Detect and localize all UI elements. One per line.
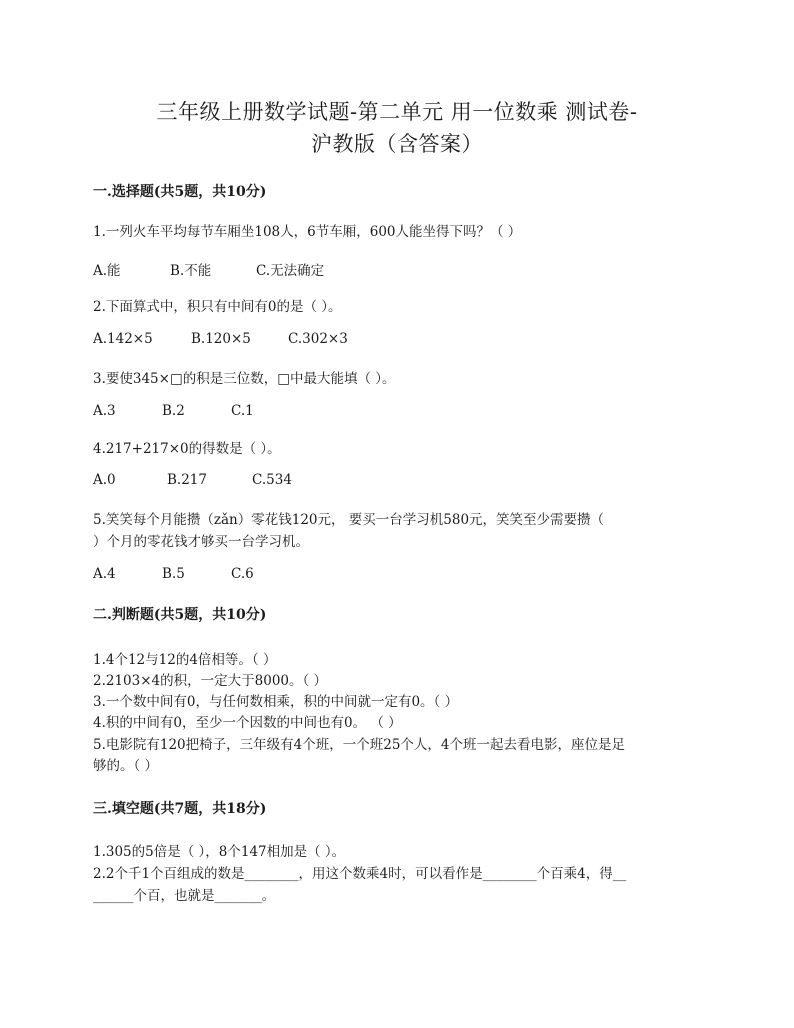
fill-q2-line2: ______个百，也就是_______。 xyxy=(93,888,276,904)
choice-q5-text-line2: ）个月的零花钱才够买一台学习机。 xyxy=(93,534,309,550)
choice-q3-option-c: C.1 xyxy=(231,403,254,419)
judge-q2: 2.2103×4的积，一定大于8000。（ ） xyxy=(93,673,328,689)
choice-q5-options xyxy=(93,566,254,582)
choice-q1-option-a: A.能 xyxy=(93,263,121,279)
choice-q3-option-a: A.3 xyxy=(93,403,116,419)
choice-q4-option-c: C.534 xyxy=(252,472,292,488)
section-choice-heading: 一.选择题(共5题，共10分) xyxy=(93,184,267,200)
judge-q3: 3.一个数中间有0，与任何数相乘，积的中间就一定有0。（ ） xyxy=(93,694,459,710)
choice-q2-option-c: C.302×3 xyxy=(288,331,348,347)
choice-q4-text: 4.217+217×0的得数是（ ）。 xyxy=(93,441,281,457)
choice-q5-option-b: B.5 xyxy=(162,566,185,582)
choice-q2-option-b: B.120×5 xyxy=(191,331,251,347)
section-judge-heading: 二.判断题(共5题，共10分) xyxy=(93,607,267,623)
choice-q1-text: 1.一列火车平均每节车厢坐108人，6节车厢，600人能坐得下吗？（ ） xyxy=(93,224,522,240)
fill-q1: 1.305的5倍是（ ），8个147相加是（ ）。 xyxy=(93,844,346,860)
choice-q3-option-b: B.2 xyxy=(162,403,185,419)
page-title-line2: 沪教版（含答案） xyxy=(311,132,483,156)
choice-q3-options xyxy=(93,403,254,419)
fill-q2-line1: 2.2个千1个百组成的数是________，用这个数乘4时，可以看作是________个百乘4，得__ xyxy=(93,866,627,882)
choice-q4-option-a: A.0 xyxy=(93,472,116,488)
choice-q4-option-b: B.217 xyxy=(167,472,207,488)
choice-q2-options xyxy=(93,331,348,347)
choice-q2-text: 2.下面算式中，积只有中间有0的是（ ）。 xyxy=(93,299,342,315)
judge-q5-line1: 5.电影院有120把椅子，三年级有4个班，一个班25个人，4个班一起去看电影，座位是足 xyxy=(93,737,626,753)
section-fill-heading: 三.填空题(共7题，共18分) xyxy=(93,801,267,817)
choice-q3-text: 3.要使345×□的积是三位数，□中最大能填（ ）。 xyxy=(93,371,396,387)
choice-q1-option-b: B.不能 xyxy=(170,263,212,279)
choice-q5-option-a: A.4 xyxy=(93,566,116,582)
page-title-line1: 三年级上册数学试题-第二单元 用一位数乘 测试卷- xyxy=(156,100,638,124)
choice-q5-option-c: C.6 xyxy=(231,566,254,582)
judge-q4: 4.积的中间有0，至少一个因数的中间也有0。 （ ） xyxy=(93,715,402,731)
judge-q5-line2: 够的。（ ） xyxy=(93,758,159,774)
judge-q1: 1.4个12与12的4倍相等。（ ） xyxy=(93,652,277,668)
choice-q1-option-c: C.无法确定 xyxy=(256,263,325,279)
choice-q2-option-a: A.142×5 xyxy=(93,331,153,347)
choice-q5-text-line1: 5.笑笑每个月能攒（zǎn）零花钱120元， 要买一台学习机580元，笑笑至少需要攒（ xyxy=(93,512,605,528)
choice-q1-options xyxy=(93,259,324,279)
choice-q4-options xyxy=(93,472,292,488)
